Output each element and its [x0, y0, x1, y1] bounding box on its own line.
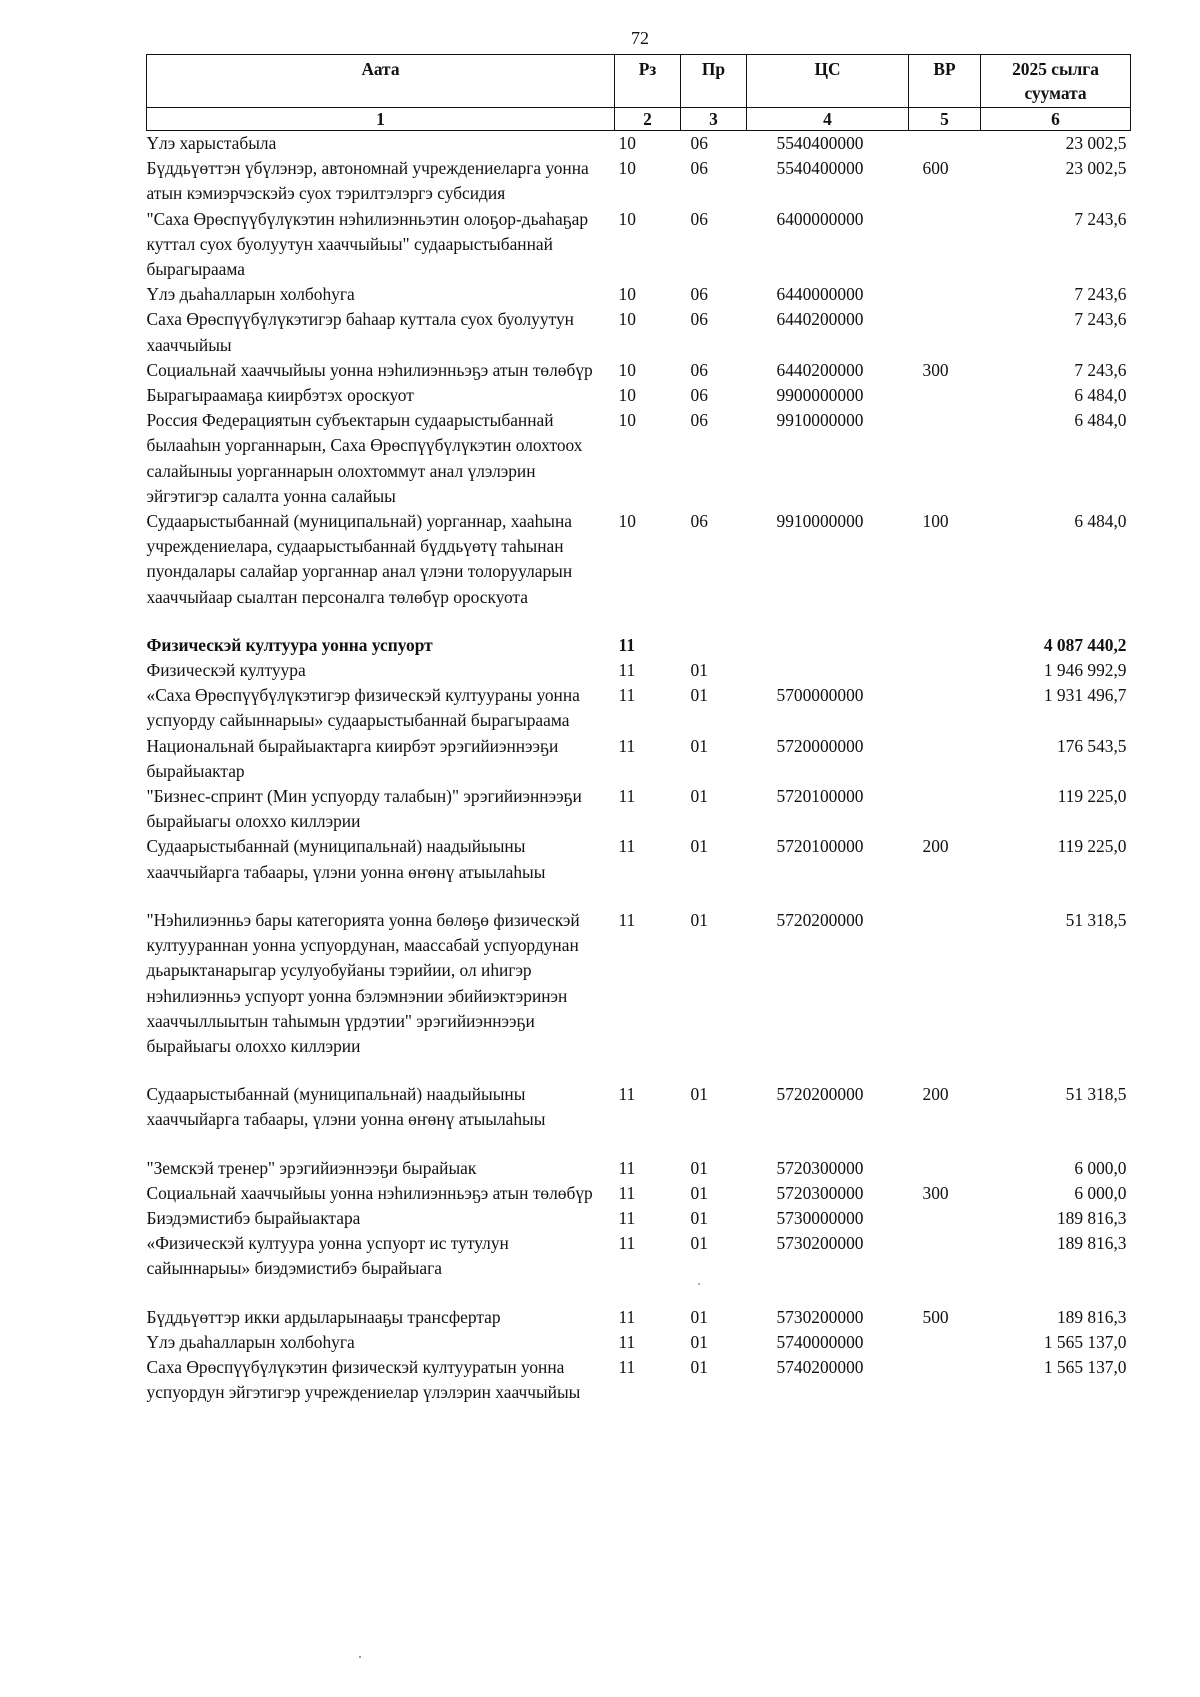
cell-vr: 100 [922, 511, 949, 532]
cell-pr: 01 [690, 660, 708, 681]
table-row [147, 834, 1131, 884]
spacer-row [147, 610, 1131, 633]
cell-vr: 200 [922, 836, 949, 857]
column-number: 2 [615, 108, 681, 131]
cell-cs: 5720000000 [776, 735, 864, 756]
cell-rz: 11 [618, 1331, 636, 1352]
cell-vr: 200 [922, 1084, 949, 1105]
cell-cs: 5720100000 [776, 786, 864, 807]
cell-vr [909, 207, 981, 283]
cell-rz: 11 [618, 1233, 636, 1254]
table-row [147, 1181, 1131, 1206]
header-rz: Рз [615, 55, 681, 108]
cell-vr [909, 282, 981, 307]
cell-pr: 01 [690, 836, 708, 857]
cell-cs: 6440200000 [776, 359, 864, 380]
cell-vr [909, 383, 981, 408]
cell-vr: 300 [922, 1182, 949, 1203]
cell-name: «Физическэй култуура уонна успуорт ис тутулун сайыннарыы» биэдэмистибэ бырайыага [146, 1233, 509, 1279]
cell-rz: 10 [618, 284, 636, 305]
cell-cs: 5540400000 [776, 158, 864, 179]
cell-cs: 5700000000 [776, 685, 864, 706]
cell-name: Саха Өрөспүүбүлүкэтигэр баһаар куттала суох буолуутун хааччыйыы [146, 309, 574, 355]
table-header [147, 55, 1131, 131]
cell-cs: 5740000000 [776, 1331, 864, 1352]
cell-pr: 06 [690, 410, 708, 431]
cell-vr [909, 1206, 981, 1231]
cell-name: Үлэ дьаһалларын холбоһуга [146, 1331, 355, 1352]
cell-rz: 10 [618, 158, 636, 179]
header-name: Аата [147, 55, 615, 108]
table-row [147, 383, 1131, 408]
cell-cs: 5740200000 [776, 1356, 864, 1377]
cell-pr: 06 [690, 158, 708, 179]
cell-pr: 01 [690, 1331, 708, 1352]
cell-pr: 06 [690, 208, 708, 229]
cell-pr: 06 [690, 511, 708, 532]
cell-rz: 10 [618, 410, 636, 431]
header-pr: Пр [681, 55, 747, 108]
cell-name: Физическэй култуура уонна успуорт [146, 634, 433, 655]
cell-name: Судаарыстыбаннай (муниципальнай) уорганнар, хааһына учреждениелара, судаарыстыбаннай бүддьүөтү таһынан пуондалары салайар уорганнар анал үлэни толорууларын хааччыйаар сыалтан персоналга төлөбүр ороскуота [146, 511, 573, 607]
cell-name: Россия Федерациятын субъектарын судаарыстыбаннай былааһын уорганнарын, Саха Өрөспүүбүлүкэтин олохтоох салайыныы уорганнарын олохтоммут анал үлэлэрин эйгэтигэр салалта уонна салайыы [146, 410, 583, 506]
spacer-row [147, 1282, 1131, 1305]
cell-cs: 6440200000 [776, 309, 864, 330]
cell-pr: 01 [690, 1084, 708, 1105]
table-row [147, 408, 1131, 509]
cell-vr [909, 131, 981, 157]
header-sum: 2025 сылга суумата [981, 55, 1131, 108]
cell-sum: 1 931 496,7 [1043, 685, 1127, 706]
cell-vr [909, 658, 981, 683]
table-row [147, 509, 1131, 610]
table-row [147, 358, 1131, 383]
cell-name: "Саха Өрөспүүбүлүкэтин нэһилиэнньэтин олоҕор-дьаһаҕар куттал суох буолуутун хааччыйыы" судаарыстыбаннай бырагыраама [146, 208, 589, 280]
cell-pr: 06 [690, 284, 708, 305]
cell-rz: 10 [618, 385, 636, 406]
cell-vr: 600 [922, 158, 949, 179]
cell-cs: 5540400000 [776, 133, 864, 153]
section-row [147, 633, 1131, 658]
cell-rz: 11 [618, 1306, 636, 1327]
cell-sum: 51 318,5 [1065, 1084, 1127, 1105]
cell-sum: 6 484,0 [1074, 410, 1127, 431]
table-row [147, 307, 1131, 357]
cell-sum: 23 002,5 [1065, 133, 1127, 153]
cell-name: Бүддьүөттэр икки ардыларынааҕы трансфертар [146, 1306, 501, 1327]
cell-pr [681, 633, 747, 658]
table-row [147, 207, 1131, 283]
cell-sum: 176 543,5 [1056, 735, 1127, 756]
cell-cs: 6440000000 [776, 284, 864, 305]
table-row [147, 156, 1131, 206]
cell-sum: 6 000,0 [1074, 1157, 1127, 1178]
spacer-row [147, 1133, 1131, 1156]
table-row [147, 908, 1131, 1059]
cell-cs: 5720200000 [776, 909, 864, 930]
spacer-cell [147, 610, 1131, 633]
cell-cs: 9900000000 [776, 385, 864, 406]
table-row [147, 131, 1131, 157]
cell-vr [909, 1330, 981, 1355]
table-row [147, 282, 1131, 307]
cell-rz: 11 [618, 685, 636, 706]
cell-rz: 11 [618, 634, 635, 655]
table-body [147, 131, 1131, 1406]
column-number: 5 [909, 108, 981, 131]
cell-vr [909, 1156, 981, 1181]
table-row [147, 1305, 1131, 1330]
cell-rz: 11 [618, 909, 636, 930]
spacer-cell [147, 1059, 1131, 1082]
spacer-cell [147, 1133, 1131, 1156]
page-number: 72 [631, 28, 649, 48]
cell-name: "Нэһилиэнньэ бары категорията уонна бөлөҕө физическэй култуураннан уонна успуордунан, маассабай успуордунан дьарыктанарыгар усулуобуйаны тэрийии, ол иһигэр нэһилиэнньэ успуорт уонна бэлэмнэнии эбийиэктэринэн хааччыллыытын таһымын үрдэтии" эрэгийиэннээҕи бырайыагы олоххо киллэрии [146, 909, 580, 1056]
cell-sum: 1 946 992,9 [1043, 660, 1127, 681]
cell-rz: 11 [618, 1084, 636, 1105]
cell-rz: 10 [618, 133, 636, 153]
cell-sum: 119 225,0 [1057, 836, 1127, 857]
cell-name: Үлэ харыстабыла [146, 133, 277, 153]
scan-mark [359, 1656, 361, 1658]
cell-cs: 5730000000 [776, 1207, 864, 1228]
cell-name: Бырагыраамаҕа киирбэтэх ороскуот [146, 385, 414, 406]
cell-sum: 6 000,0 [1074, 1182, 1127, 1203]
column-number: 4 [747, 108, 909, 131]
cell-pr: 06 [690, 309, 708, 330]
column-number: 6 [981, 108, 1131, 131]
header-vr: ВР [909, 55, 981, 108]
cell-rz: 11 [618, 786, 636, 807]
cell-name: Биэдэмистибэ бырайыактара [146, 1207, 361, 1228]
cell-rz: 11 [618, 735, 636, 756]
cell-vr [909, 307, 981, 357]
budget-table [146, 54, 1131, 1405]
cell-cs: 5720100000 [776, 836, 864, 857]
cell-name: Национальнай бырайыактарга киирбэт эрэгийиэннээҕи бырайыактар [146, 735, 559, 781]
cell-pr: 01 [690, 1207, 708, 1228]
cell-vr [909, 908, 981, 1059]
cell-name: «Саха Өрөспүүбүлүкэтигэр физическэй култуураны уонна успуорду сайыннарыы» судаарыстыбаннай бырагыраама [146, 685, 580, 731]
cell-cs [747, 633, 909, 658]
cell-name: Физическэй култуура [146, 660, 306, 681]
cell-rz: 11 [618, 660, 636, 681]
cell-rz: 11 [618, 1356, 636, 1377]
cell-rz: 11 [618, 1207, 636, 1228]
cell-name: Судаарыстыбаннай (муниципальнай) наадыйыыны хааччыйарга табаары, үлэни уонна өҥөнү атыылаһыы [146, 1084, 546, 1130]
cell-pr: 06 [690, 359, 708, 380]
cell-rz: 11 [618, 836, 636, 857]
spacer-row [147, 885, 1131, 908]
cell-pr: 01 [690, 1356, 708, 1377]
cell-vr: 500 [922, 1306, 949, 1327]
cell-vr [909, 633, 981, 658]
table-row [147, 734, 1131, 784]
cell-sum: 4 087 440,2 [1043, 634, 1127, 655]
cell-vr [909, 683, 981, 733]
cell-rz: 11 [618, 1182, 636, 1203]
column-number: 1 [147, 108, 615, 131]
cell-name: Социальнай хааччыйыы уонна нэһилиэнньэҕэ атын төлөбүр [146, 1182, 593, 1203]
cell-pr: 01 [690, 1182, 708, 1203]
cell-sum: 119 225,0 [1057, 786, 1127, 807]
cell-name: "Земскэй тренер" эрэгийиэннээҕи бырайыак [146, 1157, 477, 1178]
cell-sum: 7 243,6 [1074, 359, 1127, 380]
cell-sum: 7 243,6 [1074, 208, 1127, 229]
table-row [147, 784, 1131, 834]
cell-sum: 6 484,0 [1074, 385, 1127, 406]
cell-name: "Бизнес-спринт (Мин успуорду талабын)" эрэгийиэннээҕи бырайыагы олоххо киллэрии [146, 786, 582, 832]
cell-rz: 10 [618, 359, 636, 380]
cell-sum: 51 318,5 [1065, 909, 1127, 930]
cell-cs [747, 658, 909, 683]
cell-pr: 01 [690, 1306, 708, 1327]
cell-sum: 7 243,6 [1074, 284, 1127, 305]
header-cs: ЦС [747, 55, 909, 108]
cell-cs: 9910000000 [776, 511, 864, 532]
cell-pr: 01 [690, 1233, 708, 1254]
table-row [147, 1156, 1131, 1181]
cell-vr [909, 734, 981, 784]
cell-sum: 1 565 137,0 [1043, 1331, 1127, 1352]
table-row [147, 1206, 1131, 1231]
table-row [147, 1355, 1131, 1405]
cell-sum: 23 002,5 [1065, 158, 1127, 179]
cell-rz: 10 [618, 309, 636, 330]
cell-sum: 189 816,3 [1056, 1207, 1127, 1228]
cell-vr: 300 [922, 359, 949, 380]
cell-name: Үлэ дьаһалларын холбоһуга [146, 284, 355, 305]
table-row [147, 683, 1131, 733]
table-row [147, 1330, 1131, 1355]
cell-sum: 1 565 137,0 [1043, 1356, 1127, 1377]
cell-name: Социальнай хааччыйыы уонна нэһилиэнньэҕэ атын төлөбүр [146, 359, 593, 380]
cell-rz: 10 [618, 208, 636, 229]
cell-pr: 06 [690, 133, 708, 153]
spacer-cell [147, 885, 1131, 908]
cell-name: Саха Өрөспүүбүлүкэтин физическэй култууратын уонна успуордун эйгэтигэр учреждениелар үлэлэрин хааччыйыы [146, 1356, 581, 1403]
cell-cs: 6400000000 [776, 208, 864, 229]
cell-sum: 6 484,0 [1074, 511, 1127, 532]
table-row [147, 1231, 1131, 1281]
spacer-row [147, 1059, 1131, 1082]
spacer-cell [147, 1282, 1131, 1305]
cell-vr [909, 408, 981, 509]
cell-cs: 5730200000 [776, 1306, 864, 1327]
cell-cs: 5720300000 [776, 1157, 864, 1178]
table-row [147, 1082, 1131, 1132]
cell-pr: 01 [690, 786, 708, 807]
cell-sum: 7 243,6 [1074, 309, 1127, 330]
cell-vr [909, 1231, 981, 1281]
scan-mark [698, 1283, 700, 1285]
cell-rz: 10 [618, 511, 636, 532]
cell-pr: 01 [690, 909, 708, 930]
cell-pr: 06 [690, 385, 708, 406]
table-row [147, 658, 1131, 683]
cell-name: Бүддьүөттэн үбүлэнэр, автономнай учреждениеларга уонна атын кэмиэрчэскэйэ суох тэрилтэлэргэ субсидия [146, 158, 589, 204]
cell-cs: 5720200000 [776, 1084, 864, 1105]
cell-sum: 189 816,3 [1056, 1306, 1127, 1327]
column-number: 3 [681, 108, 747, 131]
cell-vr [909, 784, 981, 834]
cell-pr: 01 [690, 735, 708, 756]
cell-cs: 5730200000 [776, 1233, 864, 1254]
cell-pr: 01 [690, 1157, 708, 1178]
cell-name: Судаарыстыбаннай (муниципальнай) наадыйыыны хааччыйарга табаары, үлэни уонна өҥөнү атыылаһыы [146, 836, 546, 882]
cell-pr: 01 [690, 685, 708, 706]
cell-vr [909, 1355, 981, 1405]
cell-rz: 11 [618, 1157, 636, 1178]
cell-sum: 189 816,3 [1056, 1233, 1127, 1254]
cell-cs: 9910000000 [776, 410, 864, 431]
cell-cs: 5720300000 [776, 1182, 864, 1203]
